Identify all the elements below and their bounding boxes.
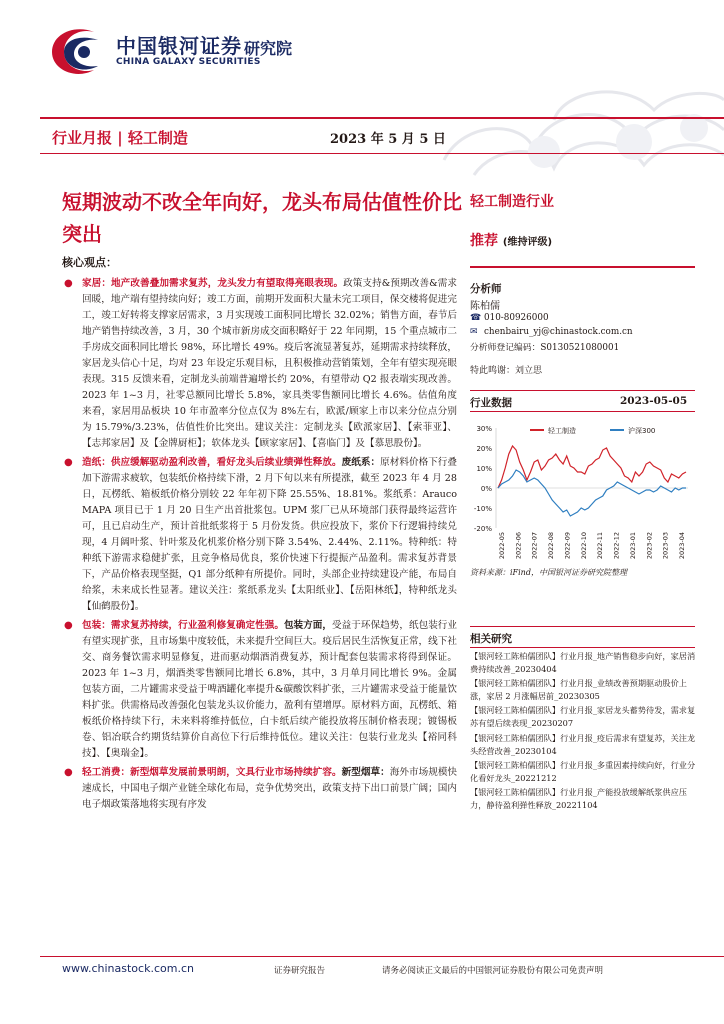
paragraph-text: 海外市场规模快速成长，中国电子烟产业链全球化布局，竞争优势突出，政策支持下出口前景广阔；国内电子烟政策落地将实现有序发 bbox=[82, 767, 458, 810]
report-type-label: 行业月报 | 轻工制造 bbox=[52, 129, 188, 147]
email-line bbox=[470, 327, 633, 337]
registration-label: 分析师登记编码： bbox=[470, 343, 541, 353]
legend-label: 轻工制造 bbox=[548, 427, 576, 435]
paragraph-bold: 包装方面， bbox=[283, 620, 333, 631]
related-research-list bbox=[470, 650, 698, 813]
y-tick-label: -10% bbox=[473, 505, 492, 513]
paragraph-text: 受益于环保趋势，纸包装行业有望实现扩张，且市场集中度较低，未来提升空间巨大。疫后居民生活恢复正常，线下社交、商务餐饮需求明显修复，进而驱动烟酒消费复苏，预计配套包装需求将得到保证。2023 年 1~3 月，烟酒类零售额同比增长 6.8%，其中，3 月单月同比增长 9%。金属包装方面，二片罐需求受益于啤酒罐化率提升&碳酸饮料扩张，三片罐需求受益于能量饮料扩张。供需格局改善强化包装龙头议价能力，盈利有望增厚。原材料方面，瓦楞纸、箱板纸价格持续下行，未来料将维持低位，白卡纸后续产能投放将压制价格表现；镀锡板卷、铝冶联合约期货结算价自高位下行后维持低位。建议关注：包装行业龙头【裕同科技】、【奥瑞金】。 bbox=[82, 620, 458, 759]
y-tick-label: 30% bbox=[476, 425, 492, 433]
x-tick-label: 2022-09 bbox=[563, 532, 572, 560]
x-tick-label: 2022-06 bbox=[514, 532, 523, 560]
y-tick-label: 10% bbox=[476, 465, 492, 473]
chart-source: 资料来源：iFind，中国银河证券研究院整理 bbox=[470, 568, 627, 577]
related-research-heading: 相关研究 bbox=[470, 633, 512, 645]
rating bbox=[470, 230, 552, 250]
rating-note: (维持评级) bbox=[502, 237, 553, 248]
report-date: 2023 年 5 月 5 日 bbox=[330, 132, 446, 147]
bullet-icon: ● bbox=[64, 767, 73, 778]
footer-disclaimer: 请务必阅读正文最后的中国银河证券股份有限公司免责声明 bbox=[382, 966, 604, 976]
acknowledgement: 特此鸣谢：刘立思 bbox=[470, 366, 543, 376]
mail-icon: ✉ bbox=[470, 327, 478, 337]
institute-label: 研究院 bbox=[244, 39, 293, 58]
paragraph-lead: 轻工消费：新型烟草发展前景明朗，文具行业市场持续扩容。 bbox=[82, 767, 342, 778]
logo-chinese-name: 中国银河证券 bbox=[116, 34, 242, 58]
y-tick-label: 0% bbox=[480, 485, 492, 493]
report-header bbox=[0, 0, 724, 185]
phone-number: 010-80926000 bbox=[484, 313, 549, 323]
paragraph-lead: 造纸：供应缓解驱动盈利改善，看好龙头后续业绩弹性释放。 bbox=[82, 457, 342, 468]
market-data-heading: 行业数据 bbox=[470, 397, 512, 409]
footer-rule bbox=[40, 956, 724, 957]
rating-value: 推荐 bbox=[470, 233, 498, 249]
paragraph-bold: 新型烟草： bbox=[341, 767, 390, 778]
x-tick-label: 2023-01 bbox=[628, 532, 637, 560]
phone-line bbox=[470, 313, 549, 323]
sidebar-rule bbox=[470, 266, 695, 268]
x-tick-label: 2023-03 bbox=[661, 532, 670, 560]
industry-performance-chart bbox=[470, 418, 695, 566]
related-item[interactable]: 【银河轻工陈柏儒团队】行业月报_业绩改善预期驱动股价上涨，家居 2 月涨幅居前_20230305 bbox=[470, 678, 687, 702]
paragraph-bold: 废纸系： bbox=[341, 457, 381, 468]
report-body bbox=[62, 276, 457, 816]
market-data-date: 2023-05-05 bbox=[620, 395, 688, 407]
footer-url[interactable]: www.chinastock.com.cn bbox=[62, 962, 194, 975]
paragraph-paper bbox=[62, 455, 457, 615]
paragraph-text: 原材料价格下行叠加下游需求疲软，包装纸价格持续下滑，2 月下旬以来有所提涨，截至 2023 年 4 月 28 日，瓦楞纸、箱板纸价格分别较 22 年年初下降 25.55%、18.81%。浆纸系：Arauco MAPA 项目已于 1 月 20 日生产出首批浆包。UPM 浆厂已从环境部门获得最终运营许可，且已启动生产，预计首批纸浆将于 5 月份发货。供应投放下，浆价下行逻辑持续兑现，4 月阔叶浆、针叶浆及化机浆价格分别下降 3.54%、2.44%、2.11%。特种纸：特种纸下游需求稳健扩张，且竞争格局优良，浆价快速下行提振产品盈利。需求复苏背景下，产品价格表现坚挺，Q1 部分纸种有所提价。同时，头部企业持续建设产能，布局自给浆，未来成长性显著。建议关注：浆纸系龙头【太阳纸业】、【岳阳林纸】，特种纸龙头【仙鹤股份】。 bbox=[82, 457, 458, 612]
related-item[interactable]: 【银河轻工陈柏儒团队】行业月报_疫后需求有望复苏，关注龙头经营改善_20230104 bbox=[470, 732, 696, 756]
sidebar-rule bbox=[470, 411, 695, 412]
related-item[interactable]: 【银河轻工陈柏儒团队】行业月报_产能投放缓解纸浆供应压力，静待盈利弹性释放_20221104 bbox=[470, 786, 687, 811]
phone-icon: ☎ bbox=[470, 313, 481, 323]
sidebar-rule bbox=[470, 626, 695, 627]
sidebar-rule bbox=[470, 390, 695, 391]
report-title: 短期波动不改全年向好，龙头布局估值性价比突出 bbox=[62, 190, 462, 246]
x-tick-label: 2023-04 bbox=[678, 532, 686, 560]
x-tick-label: 2023-02 bbox=[645, 532, 654, 560]
paragraph-lead: 家居：地产改善叠加需求复苏，龙头发力有望取得亮眼表现。 bbox=[82, 278, 344, 289]
galaxy-logo-icon bbox=[44, 22, 106, 78]
paragraph-text: 政策支持&预期改善&需求回暖，地产端有望持续向好；竣工方面，前期开发面积大量未完工项目，保交楼将促进完工，竣工好转将支撑家居需求，3 月实现竣工面积同比增长 32.02%；销售方面，春节后地产销售持续改善，3 月，30 个城市新房成交面积略好于 22 年同期，15 个重点城市二手房成交面积同比增长 98%，环比增长 49%。疫后客流显著复苏，延期需求持续释放，家居龙头信心十足，均对 23 年设定乐观目标，且积极推动营销策划，全年有望实现亮眼表现。315 反馈来看，定制龙头前端普遍增长约 20%，有望带动 Q2 报表端实现改善。2023 年 1~3 月，社零总额同比增长 5.8%，家具类零售额同比增长 4.6%。估值角度来看，家居用品板块 10 年市盈率分位点仅为 8%左右，欧派/顾家上市以来分位点分别为 15.79%/3.23%，估值性价比突出。建议关注：定制龙头【欧派家居】、【索菲亚】、【志邦家居】及【金牌厨柜】；软体龙头【顾家家居】、【喜临门】及【慕思股份】。 bbox=[82, 278, 457, 449]
related-item[interactable]: 【银河轻工陈柏儒团队】行业月报_多重因素持续向好，行业分化看好龙头_20221212 bbox=[470, 759, 696, 783]
footer-center: 证券研究报告 bbox=[274, 966, 326, 976]
x-tick-label: 2022-08 bbox=[547, 532, 556, 560]
paragraph-home bbox=[62, 276, 457, 452]
email-address[interactable]: chenbairu_yj@chinastock.com.cn bbox=[484, 327, 633, 337]
x-tick-label: 2022-11 bbox=[596, 532, 605, 560]
registration-line bbox=[470, 340, 619, 353]
header-bottom-rule bbox=[40, 153, 724, 154]
paragraph-lead: 包装：需求复苏持续，行业盈利修复确定性强。 bbox=[82, 620, 284, 631]
y-tick-label: 20% bbox=[476, 445, 492, 453]
registration-code: S0130521080001 bbox=[540, 343, 620, 353]
sidebar-rule bbox=[470, 647, 695, 648]
cloud-decoration-icon bbox=[404, 80, 724, 185]
bullet-icon: ● bbox=[64, 278, 73, 289]
legend-label: 沪深300 bbox=[628, 427, 656, 435]
header-top-rule bbox=[40, 117, 724, 119]
related-item[interactable]: 【银河轻工陈柏儒团队】行业月报_家居龙头蓄势待发，需求复苏有望后续表现_20230207 bbox=[470, 705, 696, 729]
bullet-icon: ● bbox=[64, 457, 73, 468]
analyst-name: 陈柏儒 bbox=[470, 301, 500, 312]
x-tick-label: 2022-10 bbox=[579, 532, 588, 560]
analyst-heading: 分析师 bbox=[470, 283, 502, 295]
core-views-heading: 核心观点： bbox=[62, 256, 117, 269]
paragraph-consumer bbox=[62, 765, 457, 813]
industry-name: 轻工制造行业 bbox=[470, 194, 554, 210]
y-tick-label: -20% bbox=[473, 525, 492, 533]
bullet-icon: ● bbox=[64, 620, 73, 631]
x-tick-label: 2022-05 bbox=[498, 532, 506, 560]
related-item[interactable]: 【银河轻工陈柏儒团队】行业月报_地产销售稳步向好，家居消费持续改善_20230404 bbox=[470, 651, 696, 675]
x-tick-label: 2022-07 bbox=[530, 532, 539, 560]
paragraph-packaging bbox=[62, 618, 457, 762]
logo-english-name: CHINA GALAXY SECURITIES bbox=[116, 57, 261, 67]
x-tick-label: 2022-12 bbox=[612, 532, 621, 560]
